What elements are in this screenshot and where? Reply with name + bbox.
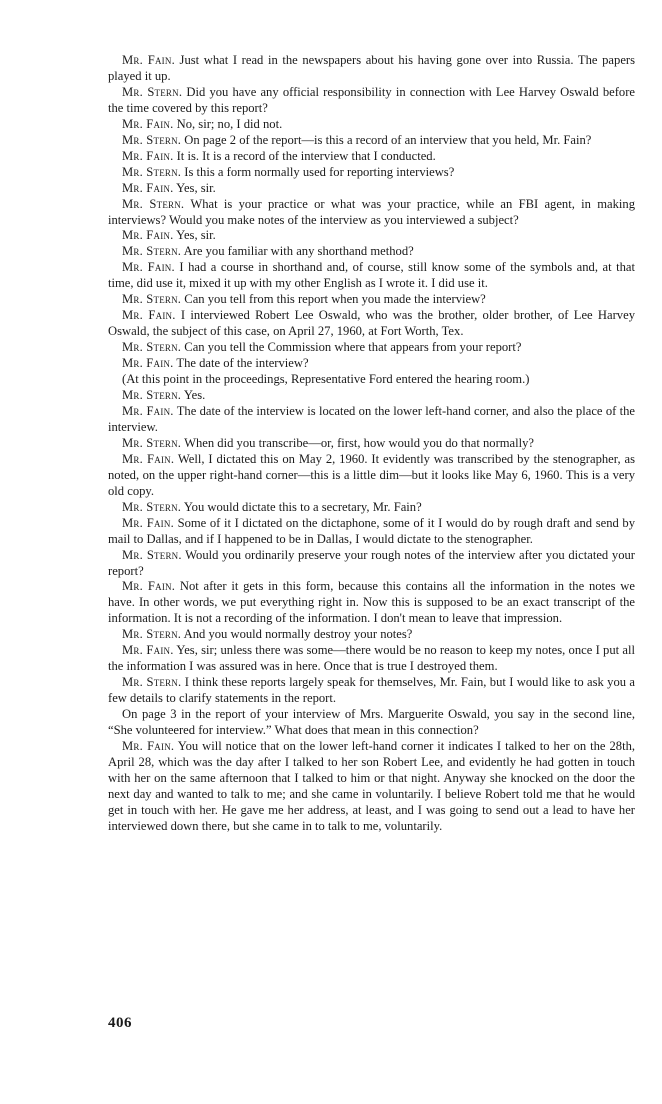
testimony-paragraph bbox=[108, 340, 635, 356]
paragraph-text: Yes. bbox=[181, 388, 206, 403]
speaker-name: Mr. Fain. bbox=[122, 260, 175, 275]
paragraph-text: Are you familiar with any shorthand method? bbox=[181, 244, 414, 259]
testimony-paragraph bbox=[108, 516, 635, 548]
paragraph-text: When did you transcribe—or, first, how would you do that normally? bbox=[181, 435, 535, 450]
paragraph-text: No, sir; no, I did not. bbox=[173, 116, 283, 131]
paragraph-text: Some of it I dictated on the dictaphone, some of it I would do by rough draft and send by mail to Dallas, and if I happened to be in Dallas, I would dictate to the stenographer. bbox=[108, 515, 636, 546]
paragraph-text: Well, I dictated this on May 2, 1960. It evidently was transcribed by the stenographer, as noted, on the upper right-hand corner—this is a little dim—but it looks like May 6, 1960. This is a very old copy. bbox=[108, 451, 635, 498]
testimony-text bbox=[108, 53, 635, 835]
speaker-name: Mr. Fain. bbox=[122, 53, 175, 67]
speaker-name: Mr. Stern. bbox=[122, 627, 182, 642]
speaker-name: Mr. Stern. bbox=[122, 435, 182, 450]
speaker-name: Mr. Stern. bbox=[122, 547, 182, 562]
testimony-paragraph bbox=[108, 165, 635, 181]
paragraph-text: What is your practice or what was your practice, while an FBI agent, in making interviews? Would you make notes of the interview as you interviewed a subject? bbox=[108, 196, 635, 227]
speaker-name: Mr. Stern. bbox=[122, 499, 182, 514]
paragraph-text: You would dictate this to a secretary, Mr. Fain? bbox=[181, 499, 422, 514]
paragraph-text: Yes, sir. bbox=[173, 180, 216, 195]
page-number: 406 bbox=[108, 1015, 132, 1031]
speaker-name: Mr. Stern. bbox=[122, 388, 182, 403]
testimony-paragraph bbox=[108, 197, 635, 229]
testimony-paragraph bbox=[108, 627, 635, 643]
speaker-name: Mr. Fain. bbox=[122, 180, 174, 195]
paragraph-text: Just what I read in the newspapers about his having gone over into Russia. The papers played it up. bbox=[108, 53, 635, 83]
paragraph-text: Can you tell from this report when you made the interview? bbox=[181, 292, 486, 307]
paragraph-text: I had a course in shorthand and, of course, still know some of the symbols and, at that time, did use it, mixed it up with my other English as I wrote it. I did use it. bbox=[108, 260, 635, 291]
paragraph-text: And you would normally destroy your notes? bbox=[181, 627, 413, 642]
testimony-paragraph bbox=[108, 133, 635, 149]
speaker-name: Mr. Fain. bbox=[122, 228, 174, 243]
testimony-paragraph bbox=[108, 739, 635, 835]
paragraph-text: On page 2 of the report—is this a record of an interview that you held, Mr. Fain? bbox=[181, 132, 592, 147]
paragraph-text: The date of the interview? bbox=[173, 356, 309, 371]
testimony-paragraph bbox=[108, 452, 635, 500]
speaker-name: Mr. Stern. bbox=[122, 675, 182, 690]
testimony-paragraph bbox=[108, 244, 635, 260]
speaker-name: Mr. Fain. bbox=[122, 515, 174, 530]
speaker-name: Mr. Fain. bbox=[122, 403, 174, 418]
paragraph-text: I interviewed Robert Lee Oswald, who was the brother, older brother, of Lee Harvey Oswald, the subject of this case, on April 27, 1960, at Fort Worth, Tex. bbox=[108, 308, 635, 339]
speaker-name: Mr. Stern. bbox=[122, 244, 182, 259]
speaker-name: Mr. Fain. bbox=[122, 308, 176, 323]
speaker-name: Mr. Fain. bbox=[122, 451, 175, 466]
paragraph-text: (At this point in the proceedings, Representative Ford entered the hearing room.) bbox=[122, 372, 530, 387]
testimony-paragraph bbox=[108, 675, 635, 707]
testimony-paragraph bbox=[108, 260, 635, 292]
testimony-paragraph bbox=[108, 643, 635, 675]
testimony-paragraph bbox=[108, 388, 635, 404]
testimony-paragraph bbox=[108, 308, 635, 340]
testimony-paragraph bbox=[108, 292, 635, 308]
speaker-name: Mr. Stern. bbox=[122, 196, 185, 211]
testimony-paragraph bbox=[108, 548, 635, 580]
paragraph-text: Can you tell the Commission where that appears from your report? bbox=[181, 340, 522, 355]
speaker-name: Mr. Fain. bbox=[122, 643, 174, 658]
testimony-paragraph bbox=[108, 500, 635, 516]
paragraph-text: Would you ordinarily preserve your rough notes of the interview after you dictated your report? bbox=[108, 547, 635, 578]
paragraph-text: Not after it gets in this form, because this contains all the information in the notes we have. In other words, we put everything right in. Now this is supposed to be an exact transcript of the information. It is not a recording of the information. I don't mean to leave that impression. bbox=[108, 579, 635, 626]
paragraph-text: On page 3 in the report of your interview of Mrs. Marguerite Oswald, you say in the second line, “She volunteered for interview.” What does that mean in this connection? bbox=[108, 707, 635, 738]
speaker-name: Mr. Stern. bbox=[122, 340, 182, 355]
paragraph-text: You will notice that on the lower left-hand corner it indicates I talked to her on the 28th, April 28, which was the day after I talked to her son Robert Lee, and evidently he had gotten in touch with her on the same afternoon that I talked to him or that night. Anyway she knocked on the door the next day and wanted to talk to me; and she came in voluntarily. I believe Robert told me that he would get in touch with her. He gave me her address, at least, and I was going to send out a lead to have her interviewed down there, but she came in to talk to me, voluntarily. bbox=[108, 738, 636, 833]
testimony-paragraph bbox=[108, 404, 635, 436]
speaker-name: Mr. Stern. bbox=[122, 132, 182, 147]
testimony-paragraph bbox=[108, 436, 635, 452]
speaker-name: Mr. Stern. bbox=[122, 292, 182, 307]
testimony-paragraph bbox=[108, 356, 635, 372]
testimony-paragraph bbox=[108, 149, 635, 165]
speaker-name: Mr. Fain. bbox=[122, 148, 174, 163]
speaker-name: Mr. Fain. bbox=[122, 738, 175, 753]
paragraph-text: I think these reports largely speak for themselves, Mr. Fain, but I would like to ask you a few details to clarify statements in the report. bbox=[108, 675, 635, 706]
testimony-paragraph bbox=[108, 117, 635, 133]
testimony-paragraph bbox=[108, 707, 635, 739]
testimony-paragraph bbox=[108, 181, 635, 197]
testimony-paragraph bbox=[108, 53, 635, 85]
paragraph-text: Did you have any official responsibility in connection with Lee Harvey Oswald before the time covered by this report? bbox=[108, 84, 635, 115]
paragraph-text: The date of the interview is located on the lower left-hand corner, and also the place of the interview. bbox=[108, 403, 636, 434]
paragraph-text: Yes, sir; unless there was some—there would be no reason to keep my notes, once I put all the information I was assured was in here. Once that is true I destroyed them. bbox=[108, 643, 635, 674]
testimony-paragraph bbox=[108, 228, 635, 244]
testimony-paragraph bbox=[108, 85, 635, 117]
speaker-name: Mr. Fain. bbox=[122, 116, 174, 131]
speaker-name: Mr. Stern. bbox=[122, 84, 183, 99]
testimony-paragraph bbox=[108, 372, 635, 388]
paragraph-text: Yes, sir. bbox=[173, 228, 216, 243]
speaker-name: Mr. Fain. bbox=[122, 356, 174, 371]
paragraph-text: Is this a form normally used for reporting interviews? bbox=[181, 164, 455, 179]
testimony-paragraph bbox=[108, 579, 635, 627]
speaker-name: Mr. Fain. bbox=[122, 579, 176, 594]
paragraph-text: It is. It is a record of the interview that I conducted. bbox=[173, 148, 436, 163]
speaker-name: Mr. Stern. bbox=[122, 164, 182, 179]
